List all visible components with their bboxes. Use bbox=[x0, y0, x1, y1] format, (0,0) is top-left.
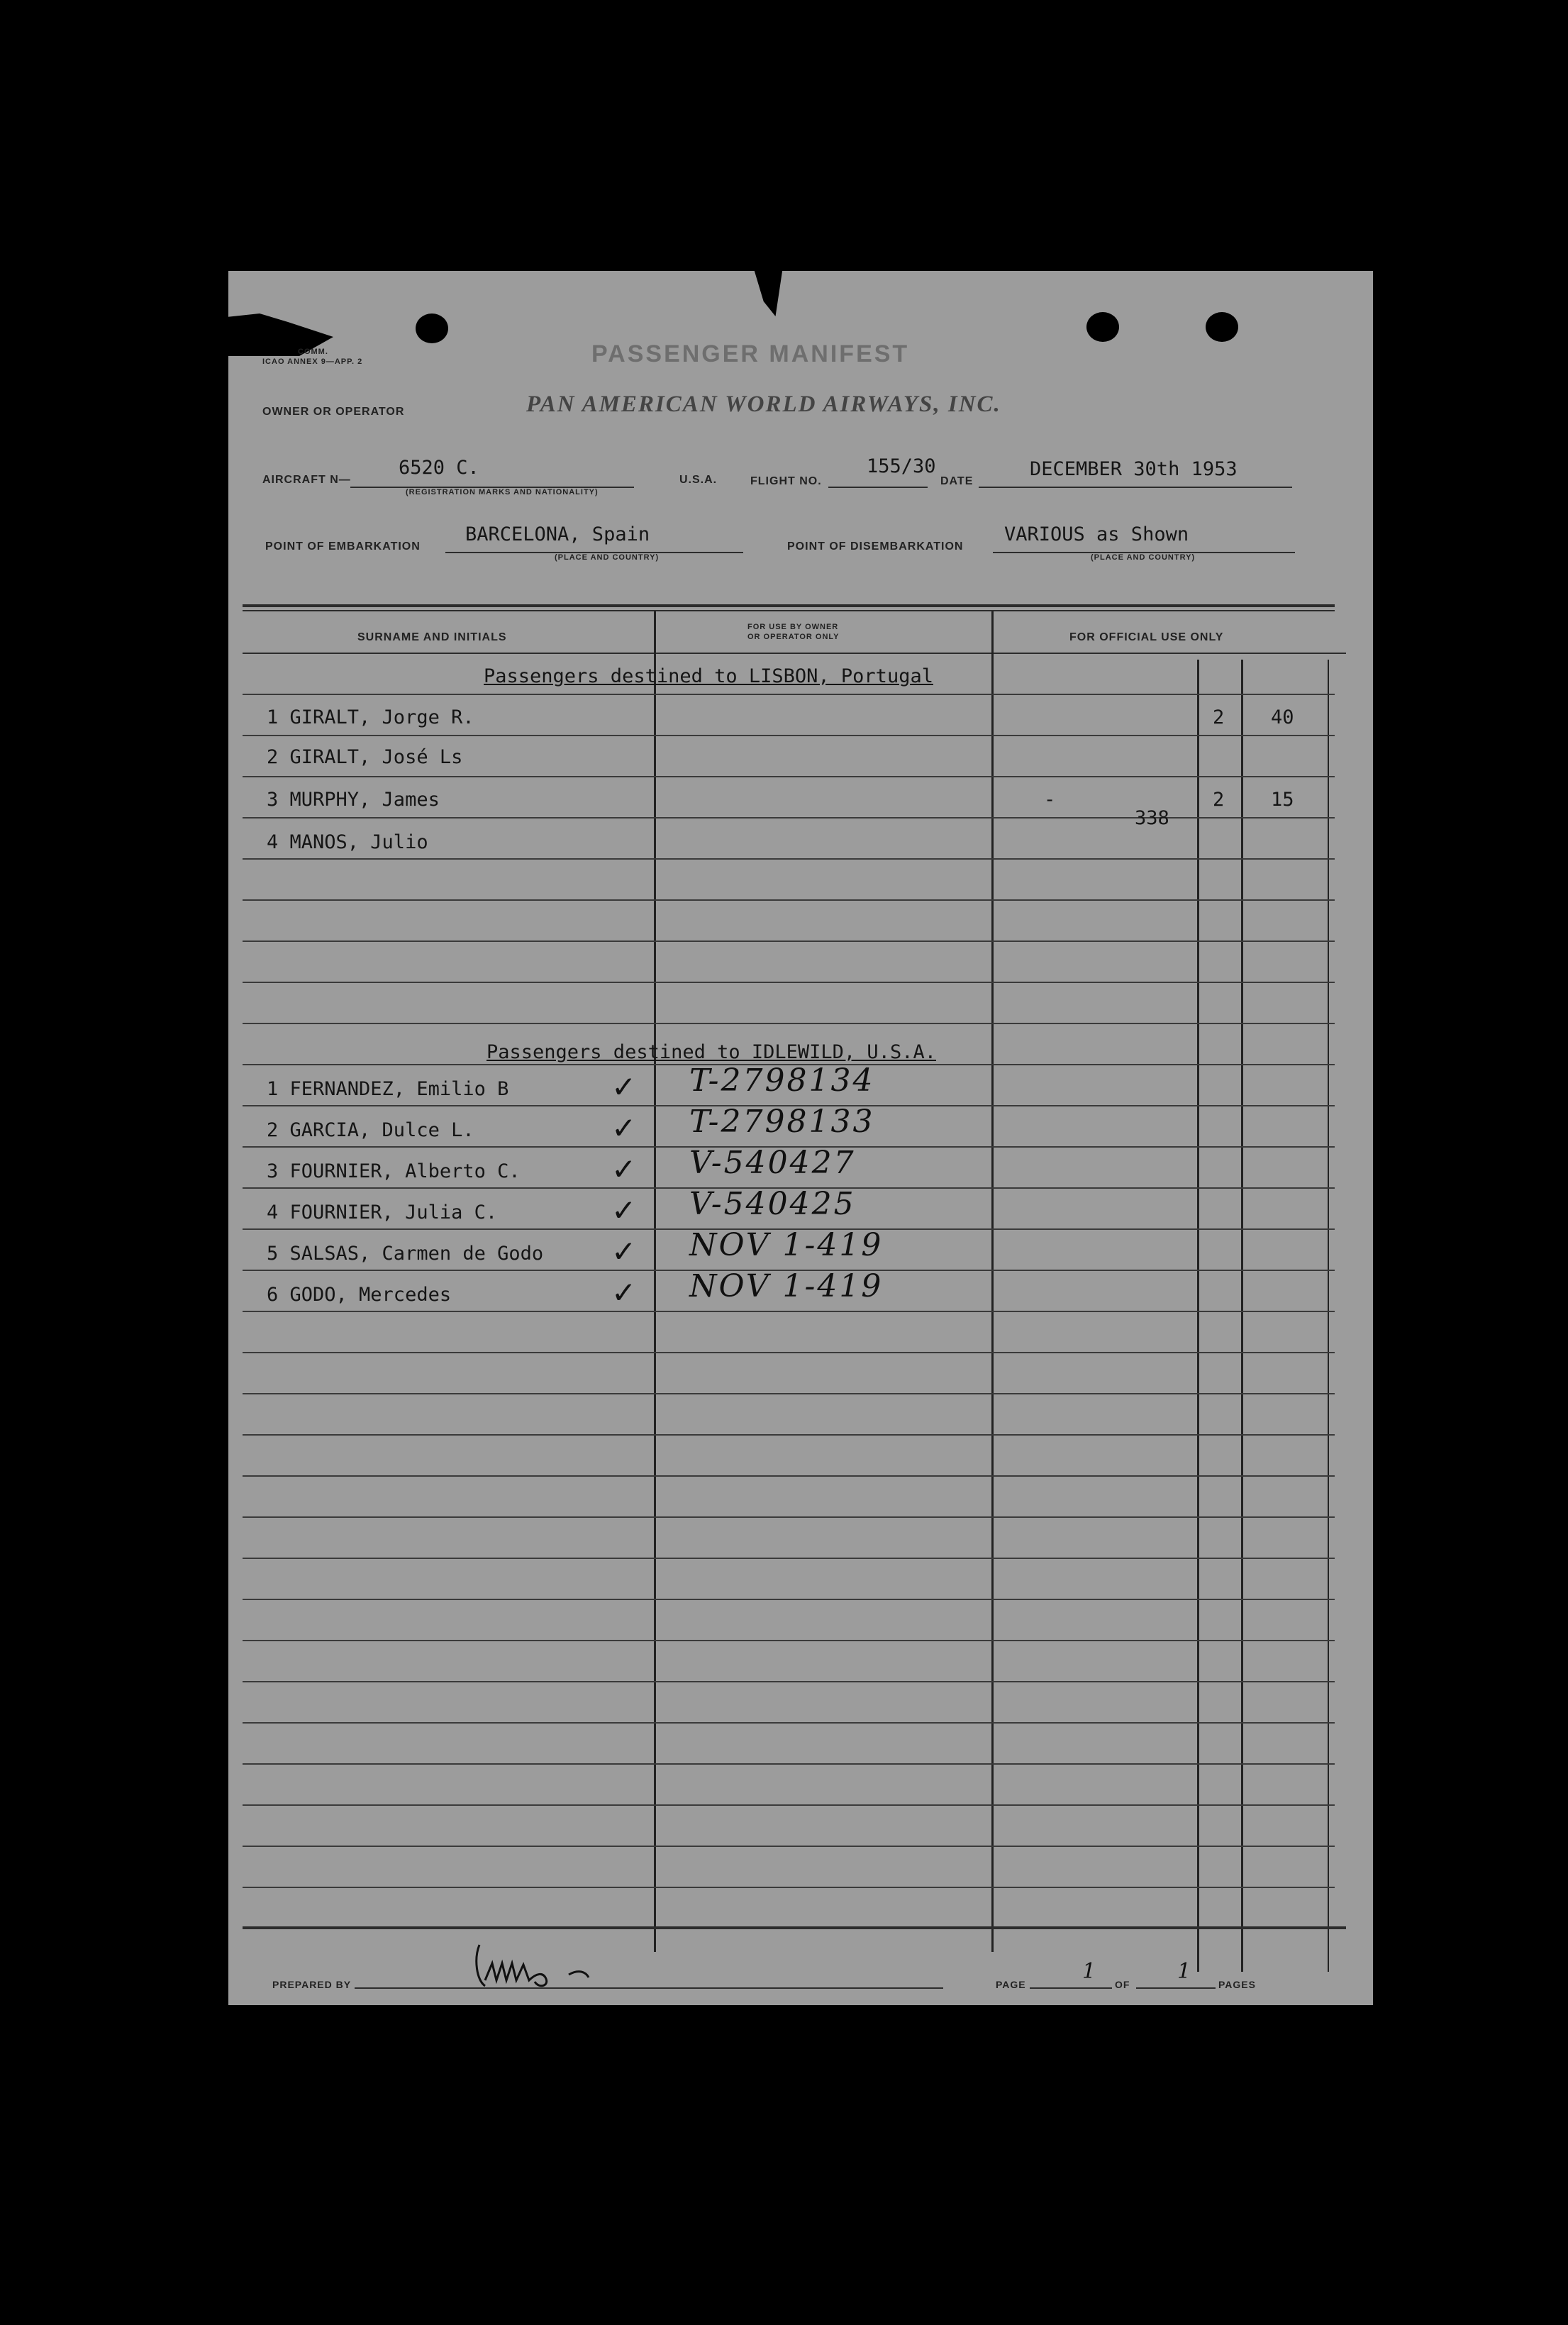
ruled-line bbox=[243, 1352, 1335, 1353]
flight-label: FLIGHT NO. bbox=[750, 475, 822, 487]
official-use-value: - bbox=[1044, 789, 1056, 811]
check-mark-icon: ✓ bbox=[611, 1234, 637, 1269]
flight-value: 155/30 bbox=[867, 455, 936, 477]
passport-number: NOV 1-419 bbox=[689, 1227, 884, 1263]
check-mark-icon: ✓ bbox=[611, 1152, 637, 1187]
owner-name: PAN AMERICAN WORLD AIRWAYS, INC. bbox=[526, 392, 1001, 417]
ruled-line bbox=[243, 1393, 1335, 1394]
passenger-name: 3 MURPHY, James bbox=[267, 789, 440, 811]
aircraft-label: AIRCRAFT N— bbox=[262, 474, 351, 486]
passport-number: V-540425 bbox=[689, 1186, 856, 1222]
check-mark-icon: ✓ bbox=[611, 1275, 637, 1310]
ruled-line bbox=[243, 982, 1335, 983]
check-mark-icon: ✓ bbox=[611, 1070, 637, 1104]
ruled-line bbox=[243, 1846, 1335, 1847]
ruled-line bbox=[243, 694, 1335, 695]
section-idlewild: Passengers destined to IDLEWILD, U.S.A. bbox=[486, 1041, 936, 1063]
page-count: 1 bbox=[1177, 1959, 1194, 1984]
owner-label: OWNER OR OPERATOR bbox=[262, 406, 405, 418]
official-use-amount: 40 bbox=[1271, 706, 1294, 728]
ruled-line bbox=[243, 1681, 1335, 1682]
page-title: PASSENGER MANIFEST bbox=[591, 340, 910, 367]
section-lisbon: Passengers destined to LISBON, Portugal bbox=[484, 665, 933, 687]
of-label: OF bbox=[1115, 1979, 1130, 1990]
passport-number: V-540427 bbox=[689, 1145, 856, 1181]
embark-label: POINT OF EMBARKATION bbox=[265, 540, 421, 553]
ruled-line bbox=[243, 940, 1335, 942]
passport-number: T-2798133 bbox=[689, 1104, 875, 1140]
official-use-amount: 15 bbox=[1271, 789, 1294, 811]
passenger-name: 1 GIRALT, Jorge R. bbox=[267, 706, 474, 728]
passenger-name: 4 FOURNIER, Julia C. bbox=[267, 1202, 498, 1223]
col-official: FOR OFFICIAL USE ONLY bbox=[1069, 631, 1224, 643]
passenger-name: 4 MANOS, Julio bbox=[267, 831, 428, 853]
ruled-line bbox=[243, 1516, 1335, 1518]
passenger-name: 5 SALSAS, Carmen de Godo bbox=[267, 1243, 544, 1265]
date-value: DECEMBER 30th 1953 bbox=[1030, 458, 1238, 480]
ruled-line bbox=[243, 1023, 1335, 1024]
disembark-sub: (PLACE AND COUNTRY) bbox=[1091, 553, 1196, 562]
official-use-count: 2 bbox=[1213, 706, 1225, 728]
check-mark-icon: ✓ bbox=[611, 1111, 637, 1145]
disembark-value: VARIOUS as Shown bbox=[1004, 523, 1189, 545]
passport-number: NOV 1-419 bbox=[689, 1268, 884, 1304]
ruled-line bbox=[243, 1475, 1335, 1477]
embark-sub: (PLACE AND COUNTRY) bbox=[555, 553, 660, 562]
ruled-line bbox=[243, 1804, 1335, 1806]
disembark-label: POINT OF DISEMBARKATION bbox=[787, 540, 964, 553]
aircraft-sub: (REGISTRATION MARKS AND NATIONALITY) bbox=[406, 488, 599, 496]
ruled-line bbox=[243, 1434, 1335, 1436]
aircraft-value: 6520 C. bbox=[399, 457, 479, 479]
passenger-name: 3 FOURNIER, Alberto C. bbox=[267, 1160, 521, 1182]
ruled-line bbox=[243, 735, 1335, 736]
page-label: PAGE bbox=[996, 1979, 1026, 1990]
preparer-signature bbox=[469, 1938, 611, 1994]
form-code-line2: ICAO ANNEX 9—APP. 2 bbox=[262, 357, 363, 366]
torn-notch bbox=[753, 267, 783, 316]
col-owner-use-1: FOR USE BY OWNER bbox=[747, 623, 839, 631]
check-mark-icon: ✓ bbox=[611, 1193, 637, 1228]
ruled-line bbox=[243, 899, 1335, 901]
ruled-line bbox=[243, 1311, 1335, 1312]
passenger-name: 1 FERNANDEZ, Emilio B bbox=[267, 1078, 509, 1100]
ruled-line bbox=[243, 858, 1335, 860]
punch-hole-right-1 bbox=[1086, 312, 1119, 342]
ruled-line bbox=[243, 1887, 1335, 1888]
passenger-name: 2 GARCIA, Dulce L. bbox=[267, 1119, 474, 1141]
form-code-line1: COMM. bbox=[298, 348, 328, 356]
page-number: 1 bbox=[1082, 1959, 1099, 1984]
ruled-line bbox=[243, 1763, 1335, 1765]
ruled-line bbox=[243, 1722, 1335, 1724]
embark-value: BARCELONA, Spain bbox=[465, 523, 650, 545]
manifest-sheet bbox=[228, 271, 1373, 2005]
punch-hole-right-2 bbox=[1206, 312, 1238, 342]
ruled-line bbox=[243, 1640, 1335, 1641]
official-use-count: 2 bbox=[1213, 789, 1225, 811]
prepared-label: PREPARED BY bbox=[272, 1979, 352, 1990]
passenger-name: 6 GODO, Mercedes bbox=[267, 1284, 452, 1306]
ruled-line bbox=[243, 817, 1335, 819]
passport-number: T-2798134 bbox=[689, 1062, 875, 1099]
date-label: DATE bbox=[940, 475, 974, 487]
ruled-line bbox=[243, 1599, 1335, 1600]
official-use-value: 338 bbox=[1135, 807, 1169, 829]
col-surname: SURNAME AND INITIALS bbox=[357, 631, 507, 643]
country-label: U.S.A. bbox=[679, 474, 718, 486]
punch-hole-left bbox=[416, 313, 448, 343]
pages-label: PAGES bbox=[1218, 1979, 1256, 1990]
ruled-line bbox=[243, 1558, 1335, 1559]
passenger-name: 2 GIRALT, José Ls bbox=[267, 746, 463, 768]
ruled-line bbox=[243, 776, 1335, 777]
col-owner-use-2: OR OPERATOR ONLY bbox=[747, 633, 840, 641]
